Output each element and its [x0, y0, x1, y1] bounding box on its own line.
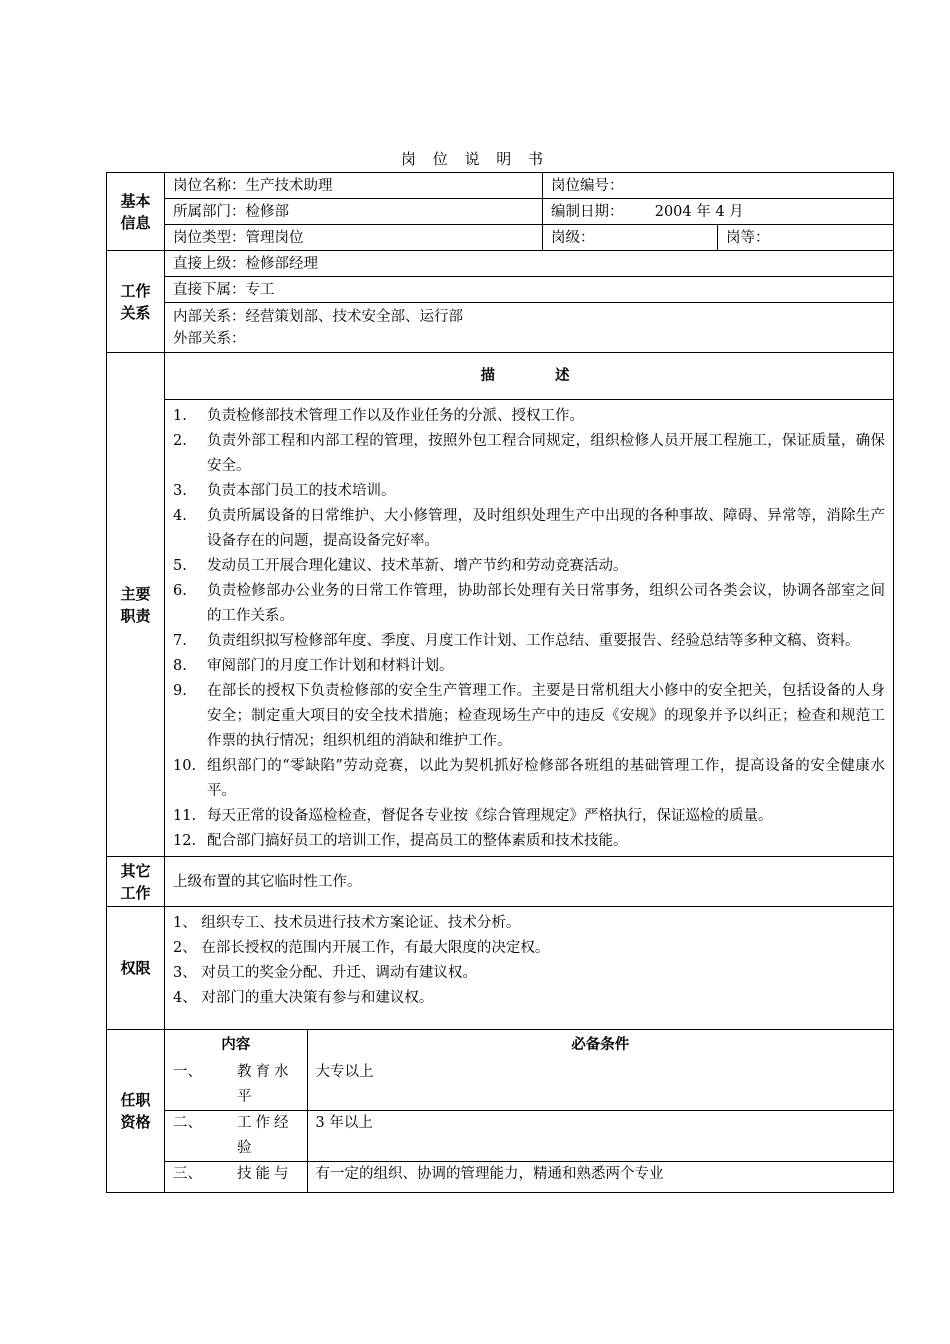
- qualification-rows: [165, 1060, 893, 1192]
- qual-header-required: 必备条件: [307, 1030, 893, 1060]
- qualification-value: 有一定的组织、协调的管理能力，精通和熟悉两个专业: [307, 1162, 893, 1192]
- compile-date-value: 2004 年 4 月: [654, 203, 744, 220]
- qualification-row: [165, 1060, 893, 1111]
- section-main-duties: [107, 353, 165, 857]
- duty-number: 10.: [173, 758, 197, 774]
- qualification-label: [165, 1111, 307, 1162]
- position-type: 岗位类型：管理岗位: [165, 225, 543, 251]
- duty-text: 负责组织拟写检修部年度、季度、月度工作计划、工作总结、重要报告、经验总结等多种文稿、资料。: [207, 633, 860, 649]
- duty-text: 每天正常的设备巡检检查，督促各专业按《综合管理规定》严格执行，保证巡检的质量。: [207, 808, 773, 824]
- qualification-title: 工作经验: [237, 1115, 293, 1156]
- duty-text: 负责所属设备的日常维护、大小修管理，及时组织处理生产中出现的各种事故、障碍、异常等，消除生产设备存在的问题，提高设备完好率。: [207, 508, 885, 549]
- internal-external-relations: [165, 303, 894, 353]
- section-main-duties-line2: 职责: [120, 606, 151, 625]
- duty-number: 9.: [173, 683, 187, 699]
- section-authority-label: 权限: [120, 959, 151, 977]
- duty-item: [173, 429, 885, 479]
- duty-text: 组织部门的“零缺陷”劳动竞赛，以此为契机抓好检修部各班组的基础管理工作，提高设备的安全健康水平。: [207, 758, 885, 799]
- duty-number: 11.: [173, 808, 197, 824]
- qual-header-content: 内容: [165, 1030, 307, 1060]
- qualifications-cell: [165, 1030, 894, 1193]
- section-other-work-line2: 工作: [120, 883, 151, 902]
- qualification-value: 大专以上: [307, 1060, 893, 1111]
- section-other-work-line1: 其它: [120, 861, 151, 880]
- duties-header: 描述: [165, 353, 894, 400]
- position-grade: 岗等：: [718, 225, 894, 251]
- authority-item: 3、 对员工的奖金分配、升迁、调动有建议权。: [173, 965, 477, 981]
- duty-item: [173, 479, 885, 504]
- section-other-work: [107, 857, 165, 907]
- qualification-title: 技能与: [237, 1166, 293, 1182]
- external-relations: 外部关系：: [173, 330, 246, 347]
- internal-relations: 内部关系：经营策划部、技术安全部、运行部: [173, 308, 463, 325]
- duty-number: 7.: [173, 633, 187, 649]
- duty-item: [173, 579, 885, 629]
- authority-item: 1、 组织专工、技术员进行技术方案论证、技术分析。: [173, 915, 521, 931]
- qualification-title: 教育水平: [237, 1064, 293, 1105]
- duties-list-cell: [165, 400, 894, 857]
- section-work-relations-line1: 工作: [120, 281, 151, 300]
- job-description-table: [106, 172, 894, 1193]
- direct-superior: 直接上级：检修部经理: [165, 251, 894, 277]
- duty-item: [173, 404, 885, 429]
- section-qualifications-line2: 资格: [120, 1112, 151, 1131]
- duty-item: [173, 629, 885, 654]
- qualification-label-wrap: [173, 1111, 299, 1161]
- qualification-row: [165, 1111, 893, 1162]
- duty-number: 6.: [173, 583, 187, 599]
- direct-subordinate: 直接下属：专工: [165, 277, 894, 303]
- duty-text: 在部长的授权下负责检修部的安全生产管理工作。主要是日常机组大小修中的安全把关，包括设备的人身安全；制定重大项目的安全技术措施；检查现场生产中的违反《安规》的现象并予以纠正；检查和规范工作票的执行情况；组织机组的消缺和维护工作。: [207, 683, 885, 749]
- qualifications-table: [165, 1030, 893, 1192]
- duty-item: [173, 504, 885, 554]
- duty-text: 配合部门搞好员工的培训工作，提高员工的整体素质和技术技能。: [207, 833, 628, 849]
- duty-number: 4.: [173, 508, 187, 524]
- duty-number: 5.: [173, 558, 187, 574]
- qualification-index: 一、: [173, 1064, 202, 1080]
- duties-list: [173, 400, 885, 856]
- position-name: 岗位名称：生产技术助理: [165, 173, 543, 199]
- qualification-index: 三、: [173, 1166, 202, 1182]
- qualification-label-wrap: [173, 1162, 299, 1187]
- duty-number: 8.: [173, 658, 187, 674]
- duty-text: 负责检修部办公业务的日常工作管理，协助部长处理有关日常事务，组织公司各类会议，协调各部室之间的工作关系。: [207, 583, 885, 624]
- duty-item: [173, 554, 885, 579]
- duty-item: [173, 754, 885, 804]
- authority-item: 4、 对部门的重大决策有参与和建议权。: [173, 990, 434, 1006]
- duty-text: 审阅部门的月度工作计划和材料计划。: [207, 658, 454, 674]
- section-basic-info-line2: 信息: [120, 213, 151, 232]
- duty-number: 2.: [173, 433, 187, 449]
- other-work-text: 上级布置的其它临时性工作。: [165, 857, 894, 907]
- position-code: 岗位编号：: [543, 173, 894, 199]
- section-qualifications: [107, 1030, 165, 1193]
- duty-text: 负责本部门员工的技术培训。: [207, 483, 396, 499]
- qualification-label: [165, 1162, 307, 1192]
- qualification-label: [165, 1060, 307, 1111]
- qualification-index: 二、: [173, 1115, 202, 1131]
- duty-text: 发动员工开展合理化建议、技术革新、增产节约和劳动竞赛活动。: [207, 558, 628, 574]
- duty-number: 1.: [173, 408, 187, 424]
- position-level: 岗级：: [543, 225, 718, 251]
- duty-number: 12.: [173, 833, 197, 849]
- duty-number: 3.: [173, 483, 187, 499]
- document-title: 岗 位 说 明 书: [400, 150, 550, 168]
- duty-item: [173, 679, 885, 754]
- department: 所属部门：检修部: [165, 199, 543, 225]
- duty-text: 负责检修部技术管理工作以及作业任务的分派、授权工作。: [207, 408, 584, 424]
- duty-item: [173, 804, 885, 829]
- qualification-label-wrap: [173, 1060, 299, 1110]
- duty-item: [173, 654, 885, 679]
- section-main-duties-line1: 主要: [120, 584, 151, 603]
- duty-item: [173, 829, 885, 854]
- section-basic-info: [107, 173, 165, 251]
- compile-date: [543, 199, 894, 225]
- authority-list: [173, 907, 885, 1029]
- authority-item: 2、 在部长授权的范围内开展工作，有最大限度的决定权。: [173, 940, 550, 956]
- compile-date-label: 编制日期：: [551, 203, 624, 220]
- qualification-row: [165, 1162, 893, 1192]
- qualification-value: 3 年以上: [307, 1111, 893, 1162]
- section-qualifications-line1: 任职: [120, 1090, 151, 1109]
- section-basic-info-line1: 基本: [120, 191, 151, 210]
- authority-cell: [165, 907, 894, 1030]
- section-authority: [107, 907, 165, 1030]
- duty-text: 负责外部工程和内部工程的管理，按照外包工程合同规定，组织检修人员开展工程施工，保证质量，确保安全。: [207, 433, 885, 474]
- section-work-relations-line2: 关系: [120, 303, 151, 322]
- section-work-relations: [107, 251, 165, 353]
